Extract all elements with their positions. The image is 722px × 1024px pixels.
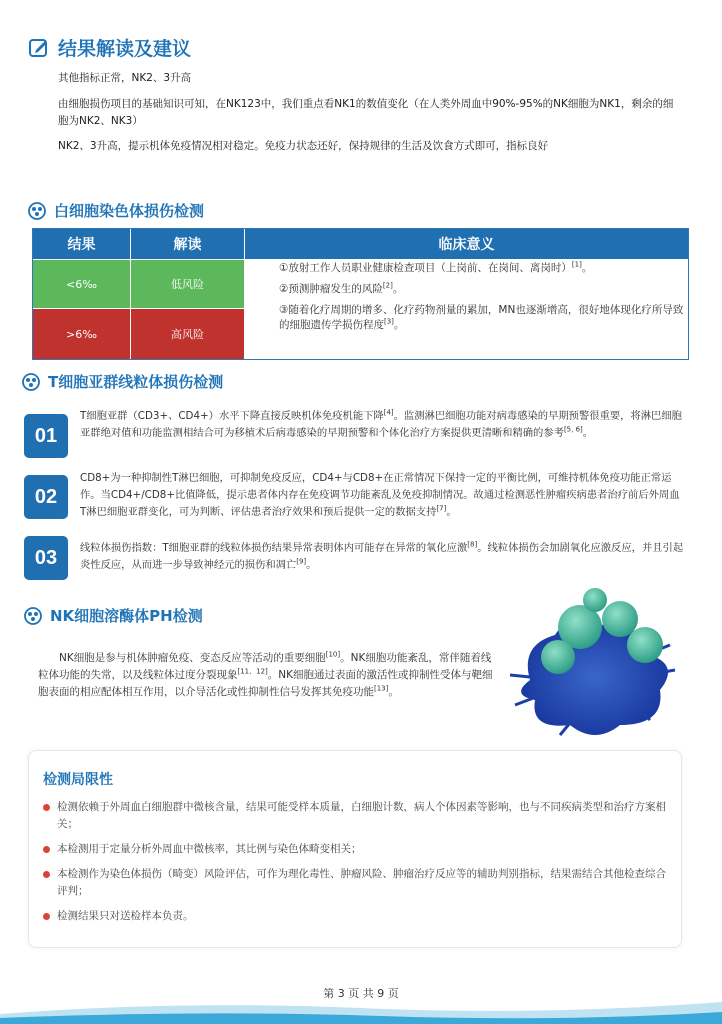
limitations-list xyxy=(43,799,673,933)
bullet-icon xyxy=(43,846,50,853)
number-badge: 03 xyxy=(24,536,68,580)
section-heading: T细胞亚群线粒体损伤检测 xyxy=(48,373,224,391)
cell-cluster-icon xyxy=(22,373,40,391)
table-header-clinical: 临床意义 xyxy=(245,229,688,259)
bullet-icon xyxy=(43,871,50,878)
limitations-title: 检测局限性 xyxy=(43,772,113,788)
list-item: 检测结果只对送检样本负责。 xyxy=(43,908,673,925)
table-cell-risk-high: 高风险 xyxy=(131,309,244,359)
table-cell-risk-low: 低风险 xyxy=(131,260,244,308)
clinical-item: ③随着化疗周期的增多、化疗药物剂量的累加，MN也逐渐增高，很好地体现化疗所导致的细胞遗传学损伤程度[3]。 xyxy=(279,304,684,331)
list-item: 本检测作为染色体损伤（畸变）风险评估，可作为理化毒性、肿瘤风险、肿瘤治疗反应等的辅助判别指标，结果需结合其他检查综合评判； xyxy=(43,866,673,900)
number-badge: 02 xyxy=(24,475,68,519)
edit-icon xyxy=(28,37,50,59)
cell-cluster-icon xyxy=(28,202,46,220)
table-cell-result-high: >6‰ xyxy=(33,309,130,359)
nk-paragraph: NK细胞是参与机体肿瘤免疫、变态反应等活动的重要细胞[10]。NK细胞功能紊乱，常伴随着线粒体功能的失常，以及线粒体过度分裂现象[11、12]。NK细胞通过表面的激活性或抑制性受体与靶细胞表面的相应配体相互作用，以介导活化或性抑制性信号发挥其免疫功能[13]。 xyxy=(38,650,493,698)
table-header-interpretation: 解读 xyxy=(131,229,244,259)
summary-line: 其他指标正常，NK2、3升高 xyxy=(58,72,192,84)
page-title: 结果解读及建议 xyxy=(58,38,192,60)
clinical-significance xyxy=(279,261,687,339)
nk-cell-illustration xyxy=(500,585,685,745)
list-item: 本检测用于定量分析外周血中微核率，其比例与染色体畸变相关； xyxy=(43,841,673,858)
section-heading: NK细胞溶酶体PH检测 xyxy=(50,607,203,625)
bullet-icon xyxy=(43,913,50,920)
tcell-paragraph-1: T细胞亚群（CD3+、CD4+）水平下降直接反映机体免疫机能下降[4]。监测淋巴细胞功能对病毒感染的早期预警很重要，将淋巴细胞亚群绝对值和功能监测相结合可为移植术后病毒感染的早期预警和个体化治疗方案提供更清晰和精确的参考[5, 6]。 xyxy=(80,408,682,439)
cell-cluster-icon xyxy=(24,607,42,625)
clinical-item: ②预测肿瘤发生的风险[2]。 xyxy=(279,281,404,295)
section-title-nk xyxy=(24,605,203,626)
limitations-panel xyxy=(28,750,682,948)
table-cell-result-low: <6‰ xyxy=(33,260,130,308)
tcell-paragraph-3: 线粒体损伤指数：T细胞亚群的线粒体损伤结果异常表明体内可能存在异常的氧化应激[8]。线粒体损伤会加剧氧化应激反应，并且引起炎性反应，从而进一步导致神经元的损伤和凋亡[9]。 xyxy=(80,540,684,571)
bullet-icon xyxy=(43,804,50,811)
section-title-chromosome xyxy=(28,200,204,221)
footer-wave-decoration xyxy=(0,996,722,1024)
risk-table xyxy=(32,228,689,360)
number-badge: 01 xyxy=(24,414,68,458)
clinical-item: ①放射工作人员职业健康检查项目（上岗前、在岗间、离岗时）[1]。 xyxy=(279,260,593,274)
list-item: 检测依赖于外周血白细胞群中微核含量，结果可能受样本质量，白细胞计数，病人个体因素等影响，也与不同疾病类型和治疗方案相关； xyxy=(43,799,673,833)
section-heading: 白细胞染色体损伤检测 xyxy=(54,202,205,220)
tcell-paragraph-2: CD8+为一种抑制性T淋巴细胞，可抑制免疫反应，CD4+与CD8+在正常情况下保持一定的平衡比例，可维持机体免疫功能正常运作。当CD4+/CD8+比值降低，提示患者体内存在免疫调节功能紊乱及免疫抑制情况。故通过检测恶性肿瘤疾病患者治疗前后外周血T淋巴细胞亚群变化，可为判断、评估患者治疗效果和预后提供一定的数据支持[7]。 xyxy=(80,472,680,518)
summary-conclusion: NK2、3升高，提示机体免疫情况相对稳定。免疫力状态还好，保持规律的生活及饮食方式即可，指标良好 xyxy=(58,140,549,152)
summary-paragraph: 由细胞损伤项目的基础知识可知，在NK123中，我们重点看NK1的数值变化（在人类外周血中90%-95%的NK细胞为NK1，剩余的细胞为NK2、NK3） xyxy=(58,98,674,127)
page-number: 第 3 页 共 9 页 xyxy=(323,987,399,1000)
table-header-result: 结果 xyxy=(33,229,130,259)
section-title-tcell xyxy=(22,371,223,392)
section-title-interpretation xyxy=(28,34,191,61)
